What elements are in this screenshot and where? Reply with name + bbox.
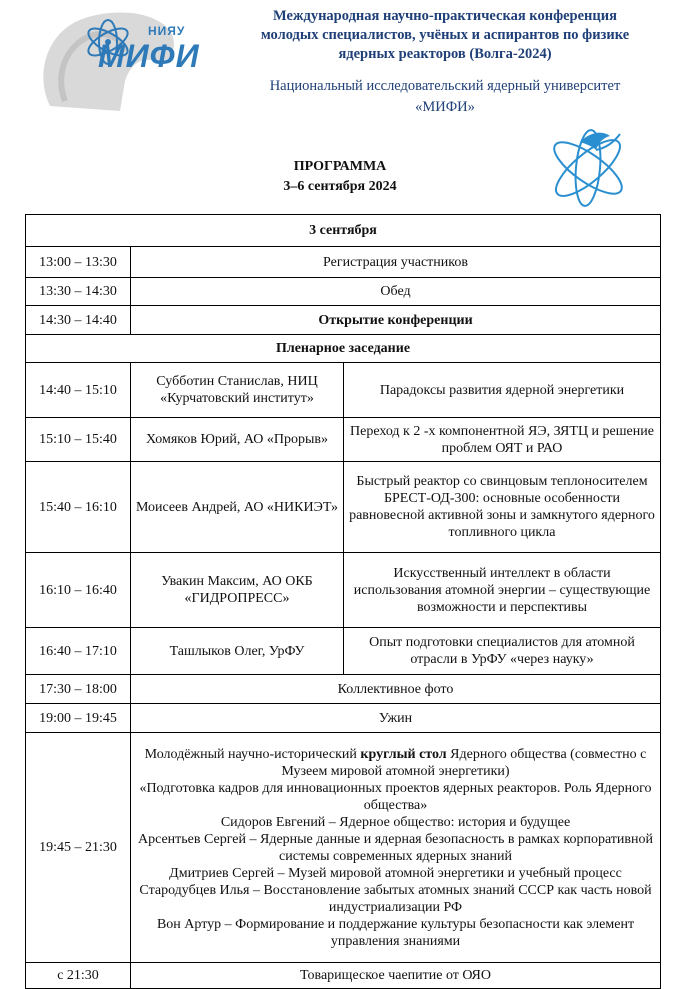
roundtable-intro-before: Молодёжный научно-исторический [144, 746, 357, 762]
logo-text-small: НИЯУ [148, 24, 186, 38]
day-cell: 3 сентября [26, 215, 661, 247]
table-row [26, 247, 661, 278]
time-cell: с 21:30 [26, 963, 131, 989]
time-cell: 19:45 – 21:30 [26, 733, 131, 963]
program-dates: 3–6 сентября 2024 [283, 179, 397, 194]
day-row [26, 215, 661, 247]
schedule-table [25, 214, 661, 989]
roundtable-row [26, 733, 661, 963]
event-cell: Коллективное фото [131, 675, 661, 704]
speaker-cell: Субботин Станислав, НИЦ «Курчатовский институт» [131, 363, 344, 418]
table-row [26, 963, 661, 989]
time-cell: 19:00 – 19:45 [26, 704, 131, 733]
table-row [26, 675, 661, 704]
topic-cell: Парадоксы развития ядерной энергетики [344, 363, 661, 418]
event-cell: Обед [131, 278, 661, 306]
topic-cell: Переход к 2 -х компонентной ЯЭ, ЗЯТЦ и решение проблем ОЯТ и РАО [344, 418, 661, 462]
roundtable-item: Дмитриев Сергей – Музей мировой атомной энергетики и учебный процесс [169, 865, 622, 881]
speaker-cell: Моисеев Андрей, АО «НИКИЭТ» [131, 462, 344, 553]
table-row [26, 418, 661, 462]
event-cell: Открытие конференции [131, 306, 661, 335]
event-cell: Товарищеское чаепитие от ОЯО [131, 963, 661, 989]
table-row [26, 704, 661, 733]
table-row [26, 553, 661, 628]
time-cell: 14:30 – 14:40 [26, 306, 131, 335]
time-cell: 13:00 – 13:30 [26, 247, 131, 278]
table-row [26, 278, 661, 306]
roundtable-item: Сидоров Евгений – Ядерное общество: история и будущее [220, 814, 571, 830]
event-cell: Регистрация участников [131, 247, 661, 278]
conference-title: Международная научно-практическая конференция молодых специалистов, учёных и аспирантов по физике ядерных реакторов (Волга-2024) [260, 8, 630, 62]
time-cell: 13:30 – 14:30 [26, 278, 131, 306]
table-row [26, 306, 661, 335]
time-cell: 16:40 – 17:10 [26, 628, 131, 675]
plenary-row [26, 335, 661, 363]
speaker-cell: Увакин Максим, АО ОКБ «ГИДРОПРЕСС» [131, 553, 344, 628]
university-name: Национальный исследовательский ядерный университет «МИФИ» [269, 78, 621, 115]
time-cell: 14:40 – 15:10 [26, 363, 131, 418]
logo-text-big: МИФИ [98, 38, 200, 74]
speaker-cell: Ташлыков Олег, УрФУ [131, 628, 344, 675]
plenary-cell: Пленарное заседание [26, 335, 661, 363]
table-row [26, 363, 661, 418]
topic-cell: Искусственный интеллект в области использования атомной энергии – существующие возможности и перспективы [344, 553, 661, 628]
table-row [26, 462, 661, 553]
speaker-cell: Хомяков Юрий, АО «Прорыв» [131, 418, 344, 462]
program-label: ПРОГРАММА [293, 159, 387, 174]
roundtable-intro-after: Ядерного общества (совместно с Музеем мировой атомной энергетики) [281, 746, 647, 779]
time-cell: 16:10 – 16:40 [26, 553, 131, 628]
time-cell: 17:30 – 18:00 [26, 675, 131, 704]
roundtable-item: Стародубцев Илья – Восстановление забытых атомных знаний СССР как часть новой индустриализации РФ [139, 882, 652, 915]
topic-cell: Опыт подготовки специалистов для атомной отрасли в УрФУ «через науку» [344, 628, 661, 675]
roundtable-item: Арсентьев Сергей – Ядерные данные и ядерная безопасность в рамках корпоративной системы современных ядерных знаний [137, 831, 654, 864]
roundtable-cell [131, 733, 661, 963]
roundtable-item: Вон Артур – Формирование и поддержание культуры безопасности как элемент управления знаниями [156, 916, 635, 949]
time-cell: 15:40 – 16:10 [26, 462, 131, 553]
roundtable-intro-bold: круглый стол [360, 746, 447, 762]
time-cell: 15:10 – 15:40 [26, 418, 131, 462]
roundtable-theme: «Подготовка кадров для инновационных проектов ядерных реакторов. Роль Ядерного общества» [139, 780, 652, 813]
table-row [26, 628, 661, 675]
event-cell: Ужин [131, 704, 661, 733]
roundtable-intro [137, 746, 654, 780]
topic-cell: Быстрый реактор со свинцовым теплоносителем БРЕСТ-ОД-300: основные особенности равновесной активной зоны и замкнутого ядерного топливного цикла [344, 462, 661, 553]
program-heading [0, 157, 680, 197]
